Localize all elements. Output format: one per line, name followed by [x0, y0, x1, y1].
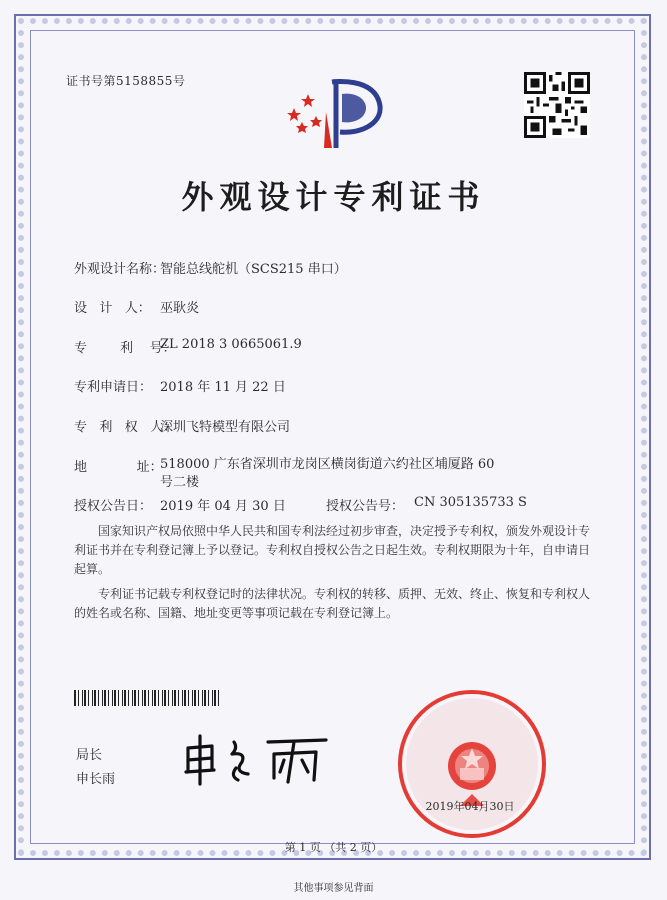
- signatory-title: 局长: [76, 748, 103, 763]
- design-name-label: 外观设计名称：: [74, 262, 166, 277]
- qr-code: [524, 72, 590, 138]
- address-value: 518000 广东省深圳市龙岗区横岗街道六约社区埔厦路 60 号二楼: [160, 457, 495, 490]
- handwritten-signature: [176, 728, 336, 790]
- page-indicator: 第 1 页 （共 2 页）: [284, 841, 383, 854]
- announcement-no-value: CN 305135733 S: [414, 495, 527, 510]
- address-label: 地 址：: [74, 460, 163, 475]
- patent-number-value: ZL 2018 3 0665061.9: [160, 337, 302, 352]
- legal-status-statement: 专利证书记载专利权登记时的法律状况。专利权的转移、质押、无效、终止、恢复和专利权人的姓名或名称、国籍、地址变更等事项记载在专利登记簿上。: [74, 587, 591, 620]
- patentee-value: 深圳飞特模型有限公司: [160, 420, 291, 435]
- patent-number-label: 专 利 号：: [74, 341, 176, 356]
- official-seal: [396, 688, 548, 840]
- seal-date: 2019年04月30日: [425, 800, 515, 813]
- grant-date-label: 授权公告日：: [74, 499, 153, 514]
- patentee-label: 专 利 权 人：: [74, 420, 177, 435]
- design-name-value: 智能总线舵机（SCS215 串口）: [160, 262, 347, 277]
- announcement-no-label: 授权公告号：: [326, 499, 405, 514]
- filing-date-label: 专利申请日：: [74, 380, 153, 395]
- designer-value: 巫耿炎: [160, 301, 200, 316]
- filing-date-value: 2018 年 11 月 22 日: [160, 380, 286, 395]
- certificate-number: 证书号第5158855号: [66, 74, 186, 88]
- signatory-name: 申长雨: [76, 772, 116, 787]
- designer-label: 设 计 人：: [74, 301, 151, 316]
- footer-note: 其他事项参见背面: [293, 883, 374, 894]
- barcode: [74, 690, 224, 706]
- certificate-title: 外观设计专利证书: [181, 178, 486, 216]
- cnipa-logo: [280, 72, 392, 154]
- grant-statement: 国家知识产权局依照中华人民共和国专利法经过初步审查，决定授予专利权，颁发外观设计专利证书并在专利登记簿上予以登记。专利权自授权公告之日起生效。专利权期限为十年，自申请日起算。: [74, 524, 591, 576]
- grant-date-value: 2019 年 04 月 30 日: [160, 499, 286, 514]
